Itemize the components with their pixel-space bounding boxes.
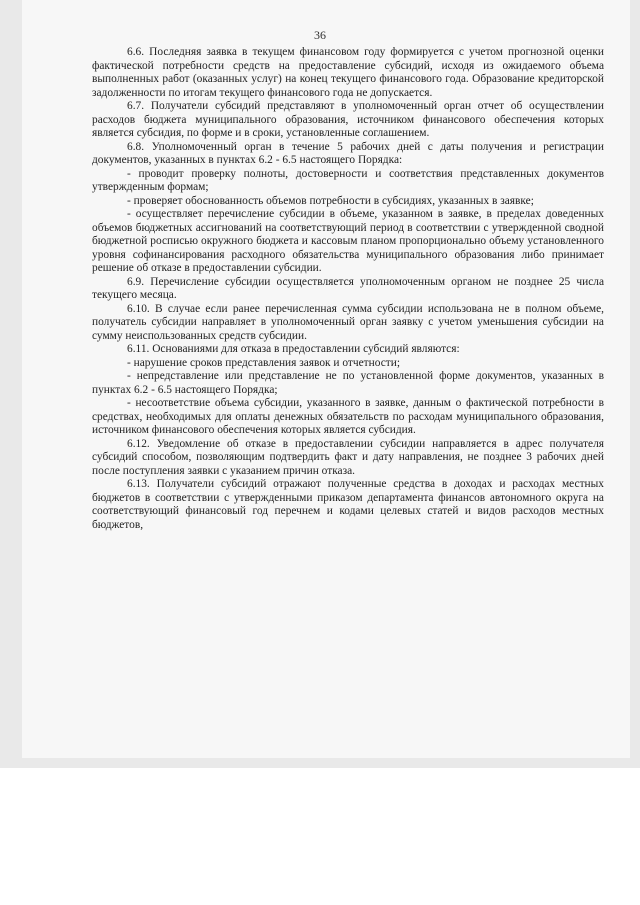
paragraph-6-8: 6.8. Уполномоченный орган в течение 5 рабочих дней с даты получения и регистрации документов, указанных в пунктах 6.2 - 6.5 настоящего Порядка: [92,140,604,166]
page-number: 36 [314,28,326,42]
list-item-mismatch: - несоответствие объема субсидии, указанного в заявке, данным о фактической потребности в средствах, необходимых для оплаты денежных обязательств по расходам муниципального образования, источником финансового обеспечения которых является субсидия. [92,397,604,436]
list-item-verify: - проверяет обоснованность объемов потребности в субсидиях, указанных в заявке; [127,194,534,207]
paragraph-6-12: 6.12. Уведомление об отказе в предоставлении субсидии направляется в адрес получателя субсидий способом, позволяющим подтвердить факт и дату направления, не позднее 3 рабочих дней после поступления заявки с указанием причин отказа. [92,437,604,477]
list-item-deadline: - нарушение сроков представления заявок и отчетности; [127,356,401,369]
paragraph-6-13: 6.13. Получатели субсидий отражают полученные средства в доходах и расходах местных бюджетов в соответствии с утвержденными приказом департамента финансов автономного округа на соответствующий финансовый год перечнем и кодами целевых статей и видов расходов местных бюджетов, [92,478,604,531]
paragraph-6-11: 6.11. Основаниями для отказа в предоставлении субсидий являются: [127,343,460,355]
list-item-documents: - непредставление или представление не по установленной форме документов, указанных в пунктах 6.2 - 6.5 настоящего Порядка; [92,370,604,396]
blank-area [0,768,640,905]
document-body [92,46,604,532]
paragraph-6-6: 6.6. Последняя заявка в текущем финансовом году формируется с учетом прогнозной оценки фактической потребности средств на предоставление субсидий, исходя из ожидаемого объема выполненных работ (оказанных услуг) на конец текущего финансового года. Образование кредиторской задолженности по итогам текущего финансового года не допускается. [92,46,604,99]
list-item-check: - проводит проверку полноты, достоверности и соответствия представленных документов утвержденным формам; [92,167,604,193]
list-item-transfer: - осуществляет перечисление субсидии в объеме, указанном в заявке, в пределах доведенных объемов бюджетных ассигнований на соответствующий период в соответствии с утвержденной сводной бюджетной росписью окружного бюджета и кассовым планом пропорционально объему установленного уровня софинансирования расходного обязательства муниципального образования либо принимает решение об отказе в предоставлении субсидии. [92,208,604,274]
paragraph-6-10: 6.10. В случае если ранее перечисленная сумма субсидии использована не в полном объеме, получатель субсидии направляет в уполномоченный орган заявку с учетом уменьшения субсидии на сумму неиспользованных средств субсидии. [92,302,604,342]
paragraph-6-9: 6.9. Перечисление субсидии осуществляется уполномоченным органом не позднее 25 числа текущего месяца. [92,275,604,301]
paragraph-6-7: 6.7. Получатели субсидий представляют в уполномоченный орган отчет об осуществлении расходов бюджета муниципального образования, источником финансового обеспечения которых является субсидия, по форме и в сроки, установленные соглашением. [92,100,604,139]
